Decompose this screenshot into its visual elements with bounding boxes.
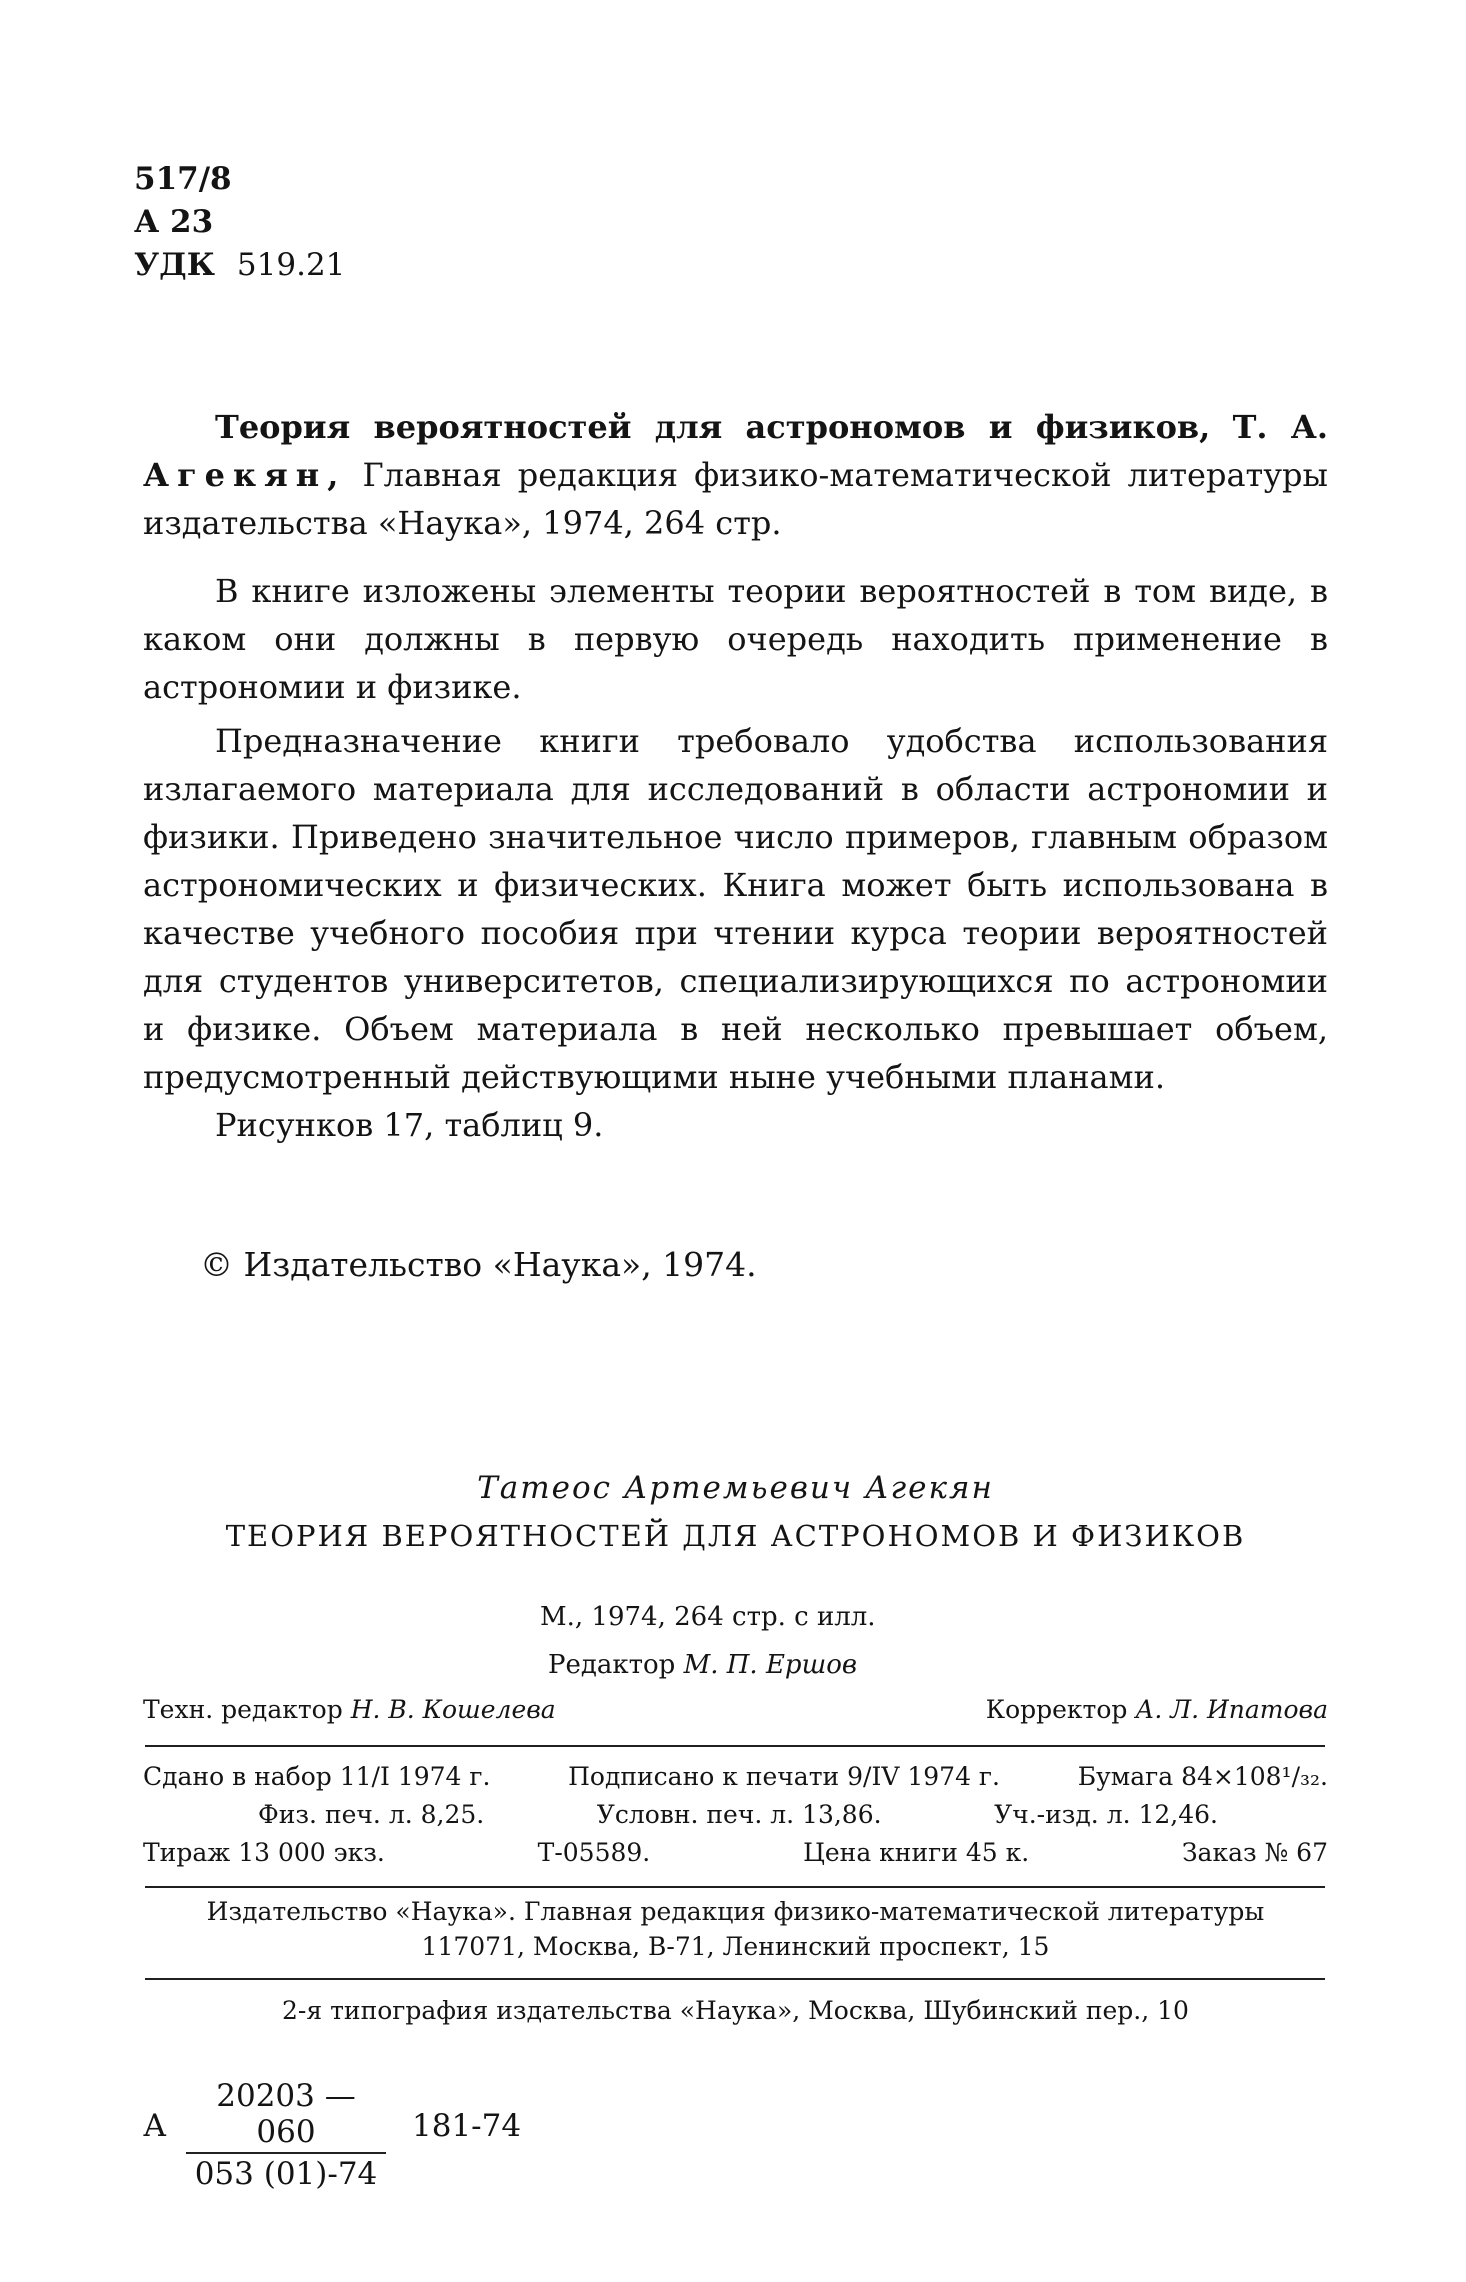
figures-tables-count: Рисунков 17, таблиц 9.	[215, 1106, 604, 1144]
editor-label: Редактор	[548, 1650, 676, 1680]
index-suffix: 181-74	[412, 2108, 522, 2144]
tech-editor-name: Н. В. Кошелева	[350, 1695, 556, 1724]
print-run: Тираж 13 000 экз.	[143, 1838, 385, 1867]
conditional-sheets: Условн. печ. л. 13,86.	[596, 1800, 882, 1829]
annotation-paragraph-1: В книге изложены элементы теории вероятностей в том виде, в каком они должны в первую очередь находить применение в астрономии и физике.	[143, 572, 1328, 706]
index-fraction	[186, 2078, 386, 2192]
copyright-notice: © Издательство «Наука», 1974.	[200, 1245, 757, 1284]
bbk-code: 517/8	[134, 161, 232, 197]
publisher-line: Издательство «Наука». Главная редакция физико-математической литературы	[206, 1897, 1265, 1926]
corrector-label: Корректор	[985, 1695, 1128, 1724]
annotation-paragraph-2: Предназначение книги требовало удобства использования излагаемого материала для исследований в области астрономии и физики. Приведено значительное число примеров, главным образом астрономических и физических. Книга может быть использована в качестве учебного пособия при чтении курса теории вероятностей для студентов университетов, специализирующихся по астрономии и физике. Объем материала в ней несколько превышает объем, предусмотренный действующими ныне учебными планами.	[143, 722, 1328, 1096]
printery-line: 2-я типография издательства «Наука», Москва, Шубинский пер., 10	[282, 1996, 1189, 2025]
divider-3	[145, 1978, 1325, 1980]
t-number: Т-05589.	[537, 1838, 651, 1867]
udc-code	[134, 244, 345, 287]
divider-1	[145, 1745, 1325, 1747]
signed-to-print: Подписано к печати 9/IV 1974 г.	[568, 1762, 1000, 1791]
print-details-row-3	[143, 1838, 1328, 1867]
editor-credit	[548, 1650, 1248, 1680]
editor-name: М. П. Ершов	[683, 1650, 857, 1680]
book-price: Цена книги 45 к.	[803, 1838, 1030, 1867]
paper-format: Бумага 84×108¹/₃₂.	[1077, 1762, 1328, 1791]
udc-value: 519.21	[236, 247, 346, 283]
publishing-sheets: Уч.-изд. л. 12,46.	[994, 1800, 1218, 1829]
index-numerator: 20203 — 060	[186, 2078, 386, 2154]
colophon-book-title: ТЕОРИЯ ВЕРОЯТНОСТЕЙ ДЛЯ АСТРОНОМОВ И ФИЗИКОВ	[225, 1519, 1246, 1553]
tech-editor-credit	[143, 1695, 556, 1724]
publication-info: М., 1974, 264 стр. с илл.	[540, 1602, 876, 1632]
sent-to-set: Сдано в набор 11/I 1974 г.	[143, 1762, 491, 1791]
corrector-name: А. Л. Ипатова	[1135, 1695, 1328, 1724]
colophon-author: Татеос Артемьевич Агекян	[477, 1470, 994, 1506]
author-surname: Агекян,	[143, 456, 347, 494]
publisher-description: Главная редакция физико-математической литературы издательства «Наука», 1974, 264 стр.	[143, 456, 1329, 542]
staff-credits-row	[143, 1695, 1328, 1724]
bibliographic-entry	[143, 403, 1328, 547]
annotation	[143, 403, 1328, 1149]
print-details-row-2	[258, 1800, 1218, 1829]
order-number: Заказ № 67	[1181, 1838, 1328, 1867]
book-title-bold: Теория вероятностей для астрономов и физиков,	[215, 408, 1211, 446]
author-initials: Т. А.	[1232, 408, 1329, 446]
udc-label: УДК	[134, 247, 215, 283]
index-denominator: 053 (01)-74	[194, 2156, 378, 2192]
physical-sheets: Физ. печ. л. 8,25.	[258, 1800, 485, 1829]
publisher-address: 117071, Москва, В-71, Ленинский проспект, 15	[421, 1932, 1050, 1961]
tech-editor-label: Техн. редактор	[143, 1695, 343, 1724]
classification-codes	[134, 158, 345, 287]
divider-2	[145, 1886, 1325, 1888]
print-details-row-1	[143, 1762, 1328, 1791]
index-letter: А	[143, 2108, 167, 2144]
author-mark: А 23	[134, 204, 214, 240]
corrector-credit	[986, 1695, 1328, 1724]
